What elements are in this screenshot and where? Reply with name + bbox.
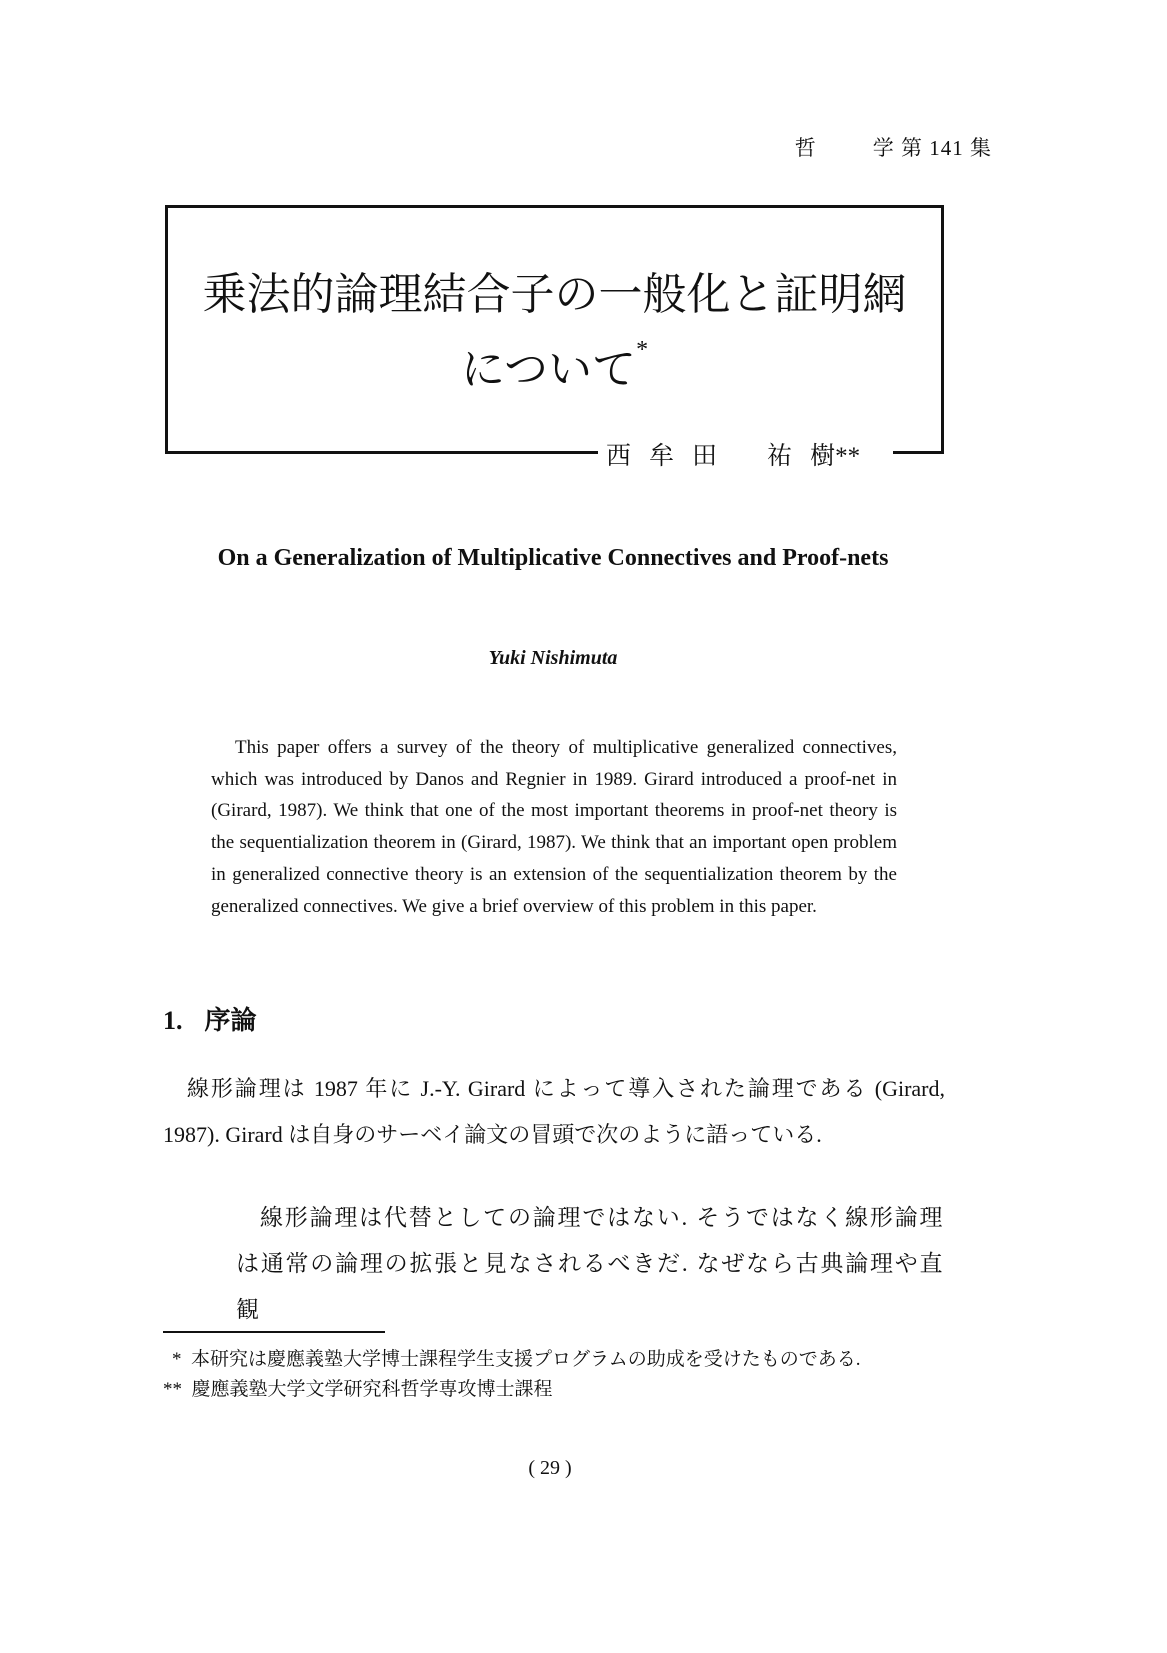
footnote-marker: * [636,337,649,363]
english-author: Yuki Nishimuta [488,647,618,669]
journal-header [795,132,992,162]
footnote [172,1344,861,1371]
block-quote: 線形論理は代替としての論理ではない. そうではなく線形論理は通常の論理の拡張と見なされるべきだ. なぜなら古典論理や直観 [236,1205,944,1322]
title-box-frame [165,205,944,454]
journal-name-part: 哲 [794,136,817,160]
paper-title-line1: 乗法的論理結合子の一般化と証明網 [202,270,907,319]
author-japanese [606,436,860,472]
author-char: 西 [606,443,632,470]
title-box-rule [893,451,941,454]
journal-volume: 学 第 141 集 [872,136,992,160]
section-heading [163,1000,257,1037]
title-box-rule [165,451,598,454]
footnote-text: 慶應義塾大学文学研究科哲学専攻博士課程 [191,1379,553,1400]
section-number: 1. [163,1006,183,1035]
footnote-marker: ** [835,443,861,470]
footnote [163,1374,553,1401]
footnote-marker: ** [163,1379,182,1400]
title-text: について [460,345,637,394]
paper-title-line2 [165,333,944,397]
author-char: 牟 [649,443,675,470]
author-char: 樹 [810,443,836,470]
page-number: ( 29 ) [528,1457,572,1479]
footnote-divider [163,1331,385,1333]
body-paragraph: 線形論理は 1987 年に J.-Y. Girard によって導入された論理である (Girard, 1987). Girard は自身のサーベイ論文の冒頭で次のように語っている. [163,1076,945,1147]
abstract: This paper offers a survey of the theory of multiplicative generalized connectives, which was introduced by Danos and Regnier in 1989. Girard introduced a proof-net in (Girard, 1987). We think that one of the most important theorems in proof-net theory is the sequentialization theorem in (Girard, 1987). We think that an important open problem in generalized connective theory is an extension of the sequentialization theorem by the generalized connectives. We give a brief overview of this problem in this paper. [211,737,897,917]
author-char: 祐 [767,443,793,470]
footnote-marker: * [172,1349,182,1370]
english-title: On a Generalization of Multiplicative Connectives and Proof-nets [217,545,889,571]
author-char: 田 [692,443,718,470]
footnote-text: 本研究は慶應義塾大学博士課程学生支援プログラムの助成を受けたものである. [191,1349,861,1370]
section-title: 序論 [204,1006,257,1035]
